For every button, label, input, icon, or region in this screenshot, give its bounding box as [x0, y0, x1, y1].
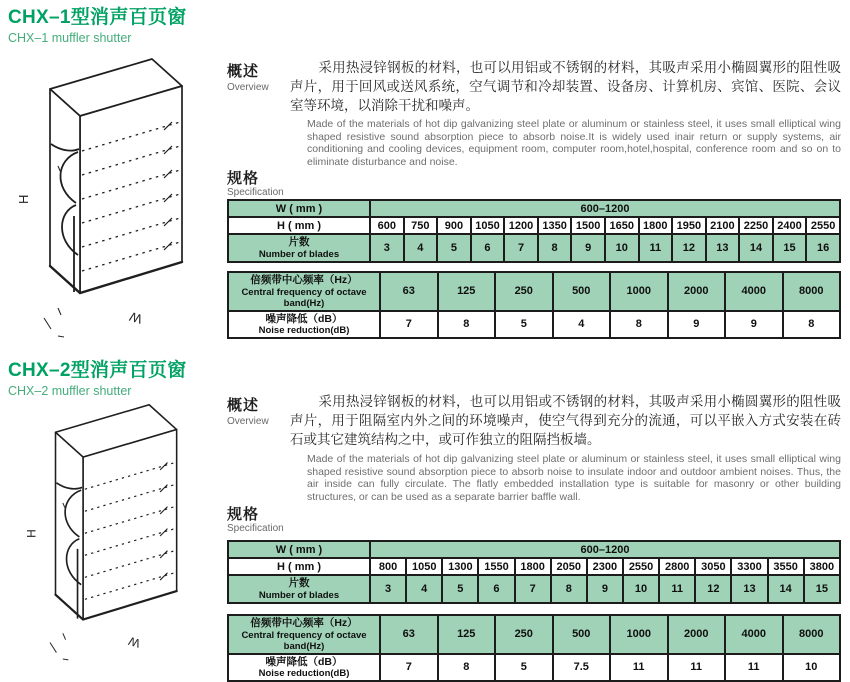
table-cell: 5	[495, 311, 553, 339]
blades-label-cn: 片数	[288, 236, 310, 248]
table-cell: 8	[783, 311, 841, 339]
table-cell: 900	[437, 217, 471, 234]
table-cell: 6	[478, 575, 514, 603]
table-cell: 11	[668, 654, 726, 682]
table-cell: 1500	[571, 217, 605, 234]
table-cell: 4	[404, 234, 438, 262]
noise-label-cell	[228, 311, 380, 339]
product-isometric-drawing-2	[14, 402, 220, 670]
table-cell: 7	[515, 575, 551, 603]
table-cell: 800	[370, 558, 406, 575]
frequency-label-en: Central frequency of octave band(Hz)	[241, 629, 367, 652]
noise-label-cn: 噪声降低（dB）	[265, 312, 343, 325]
table-cell: 2000	[668, 272, 726, 311]
table-cell: 12	[672, 234, 706, 262]
table-cell: 10	[783, 654, 841, 682]
blades-label-cell	[228, 575, 370, 603]
spec-heading-cn: 规格	[227, 170, 260, 187]
table-cell: 750	[404, 217, 438, 234]
table-cell: 2400	[773, 217, 807, 234]
table-row	[228, 311, 840, 339]
table-cell: 3550	[768, 558, 804, 575]
table-cell: 8000	[783, 615, 841, 654]
blades-label-en: Number of blades	[258, 248, 340, 260]
table-cell: 600	[370, 217, 404, 234]
figure-height-label: H	[24, 529, 39, 538]
table-cell: 1200	[504, 217, 538, 234]
noise-label-cn: 噪声降低（dB）	[265, 655, 343, 668]
table-cell: 1550	[478, 558, 514, 575]
table-cell: 1350	[538, 217, 572, 234]
table-cell: 3050	[695, 558, 731, 575]
table-cell: 2300	[587, 558, 623, 575]
table-cell: 8	[551, 575, 587, 603]
table-cell: 1800	[639, 217, 673, 234]
figure-width-label: W	[126, 633, 142, 651]
figure-width-label: W	[127, 308, 144, 327]
table-cell: 4000	[725, 615, 783, 654]
table-cell: 1000	[610, 272, 668, 311]
table-cell: 14	[739, 234, 773, 262]
section2-subtitle: CHX–2 muffler shutter	[8, 384, 132, 398]
noise-table-1	[227, 271, 841, 339]
table-cell: 250	[495, 272, 553, 311]
table-cell: 9	[725, 311, 783, 339]
table-row	[228, 615, 840, 654]
spec-heading-cn: 规格	[227, 506, 260, 523]
h-label-cell: H ( mm )	[228, 558, 370, 575]
frequency-label-cell	[228, 272, 380, 311]
w-range-cell: 600–1200	[370, 200, 840, 217]
table-cell: 3800	[804, 558, 840, 575]
w-label-cell: W ( mm )	[228, 200, 370, 217]
table-cell: 6	[471, 234, 505, 262]
table-cell: 3300	[731, 558, 767, 575]
overview-body-cn: 采用热浸锌钢板的材料，也可以用铝或不锈钢的材料，其吸声采用小椭圆翼形的阻性吸声片，用于回风或送风系统，空气调节和冷却装置、设备房、计算机房、宾馆、医院、会议室等环境，以消除干扰和噪声。	[290, 60, 841, 113]
overview-body-en: Made of the materials of hot dip galvanizing steel plate or aluminum or stainless steel, it uses small elliptical wing shaped resistive sound absorption piece to absorb noise to insulate indoor and outdoor ambient noises. Thus, the air inside can fully circulate. The flatly embedded installation type is suitable for masonry or other building structures, or can be used as a separate barrier baffle wall.	[307, 453, 841, 503]
table-cell: 13	[706, 234, 740, 262]
blades-label-en: Number of blades	[258, 589, 340, 601]
overview-heading-cn: 概述	[227, 63, 260, 80]
table-cell: 7	[380, 654, 438, 682]
table-cell: 5	[495, 654, 553, 682]
overview-body-cn: 采用热浸锌钢板的材料，也可以用铝或不锈钢的材料，其吸声采用小椭圆翼形的阻性吸声片，用于阻隔室内外之间的环境噪声，使空气得到充分的流通，可以平嵌入方式安装在砖石或其它建筑结构之中，或可作独立的阻隔挡板墙。	[290, 394, 841, 447]
table-cell: 125	[438, 272, 496, 311]
table-cell: 7.5	[553, 654, 611, 682]
table-cell: 16	[806, 234, 840, 262]
overview-body-en: Made of the materials of hot dip galvanizing steel plate or aluminum or stainless steel, it uses small elliptical wing shaped resistive sound absorption piece to absorb noise.It is widely used inair return or supply systems, air conditioning and cooling devices, equipment room, computer room,hotel,hospital, conference room and so on to eliminate disturbance and noise.	[307, 118, 841, 168]
table-cell: 63	[380, 272, 438, 311]
table-cell: 2050	[551, 558, 587, 575]
table-cell: 1650	[605, 217, 639, 234]
table-cell: 2250	[739, 217, 773, 234]
frequency-label-cn: 倍频带中心频率（Hz）	[250, 617, 358, 629]
frequency-label-cell	[228, 615, 380, 654]
blades-label-cn: 片数	[288, 577, 310, 589]
section1-subtitle: CHX–1 muffler shutter	[8, 31, 132, 45]
table-row	[228, 575, 840, 603]
table-cell: 500	[553, 615, 611, 654]
product-isometric-drawing-1	[14, 56, 220, 348]
table-cell: 4	[553, 311, 611, 339]
table-cell: 125	[438, 615, 496, 654]
table-cell: 5	[442, 575, 478, 603]
table-row	[228, 558, 840, 575]
table-cell: 3	[370, 234, 404, 262]
noise-label-en: Noise reduction(dB)	[258, 668, 350, 679]
table-cell: 4	[406, 575, 442, 603]
table-cell: 1050	[471, 217, 505, 234]
w-label-cell: W ( mm )	[228, 541, 370, 558]
table-cell: 1000	[610, 615, 668, 654]
table-cell: 9	[571, 234, 605, 262]
blades-label-cell	[228, 234, 370, 262]
table-cell: 4000	[725, 272, 783, 311]
louver-box-illustration	[14, 56, 220, 348]
w-range-cell: 600–1200	[370, 541, 840, 558]
table-cell: 14	[768, 575, 804, 603]
noise-label-cell	[228, 654, 380, 682]
table-cell: 11	[725, 654, 783, 682]
h-label-cell: H ( mm )	[228, 217, 370, 234]
frequency-label-cn: 倍频带中心频率（Hz）	[250, 274, 358, 286]
table-cell: 8	[438, 311, 496, 339]
table-cell: 8000	[783, 272, 841, 311]
table-cell: 1950	[672, 217, 706, 234]
table-cell: 15	[804, 575, 840, 603]
table-cell: 15	[773, 234, 807, 262]
table-cell: 3	[370, 575, 406, 603]
spec-heading-en: Specification	[227, 523, 284, 534]
table-cell: 7	[380, 311, 438, 339]
table-cell: 8	[538, 234, 572, 262]
table-cell: 5	[437, 234, 471, 262]
table-row	[228, 541, 840, 558]
table-cell: 2800	[659, 558, 695, 575]
table-cell: 250	[495, 615, 553, 654]
table-row	[228, 654, 840, 682]
overview-heading-en: Overview	[227, 82, 269, 93]
size-table-1	[227, 199, 841, 263]
table-row	[228, 217, 840, 234]
table-cell: 2100	[706, 217, 740, 234]
table-cell: 63	[380, 615, 438, 654]
table-cell: 1300	[442, 558, 478, 575]
table-cell: 2550	[623, 558, 659, 575]
spec-heading-en: Specification	[227, 187, 284, 198]
table-cell: 11	[610, 654, 668, 682]
table-cell: 11	[639, 234, 673, 262]
table-cell: 2000	[668, 615, 726, 654]
section1-title: CHX–1型消声百页窗	[8, 7, 187, 28]
table-cell: 12	[695, 575, 731, 603]
table-cell: 7	[504, 234, 538, 262]
frequency-label-en: Central frequency of octave band(Hz)	[241, 286, 367, 309]
table-cell: 1800	[515, 558, 551, 575]
table-cell: 1050	[406, 558, 442, 575]
table-cell: 10	[623, 575, 659, 603]
figure-height-label: H	[16, 194, 31, 204]
table-cell: 8	[438, 654, 496, 682]
size-table-2	[227, 540, 841, 604]
noise-label-en: Noise reduction(dB)	[258, 325, 350, 336]
table-cell: 8	[610, 311, 668, 339]
louver-box-illustration	[14, 402, 220, 670]
section2-title: CHX–2型消声百页窗	[8, 360, 187, 381]
table-cell: 10	[605, 234, 639, 262]
table-row	[228, 272, 840, 311]
overview-heading-cn: 概述	[227, 397, 260, 414]
table-cell: 9	[668, 311, 726, 339]
table-cell: 9	[587, 575, 623, 603]
table-cell: 13	[731, 575, 767, 603]
table-cell: 11	[659, 575, 695, 603]
table-row	[228, 200, 840, 217]
table-row	[228, 234, 840, 262]
table-cell: 2550	[806, 217, 840, 234]
table-cell: 500	[553, 272, 611, 311]
overview-heading-en: Overview	[227, 416, 269, 427]
